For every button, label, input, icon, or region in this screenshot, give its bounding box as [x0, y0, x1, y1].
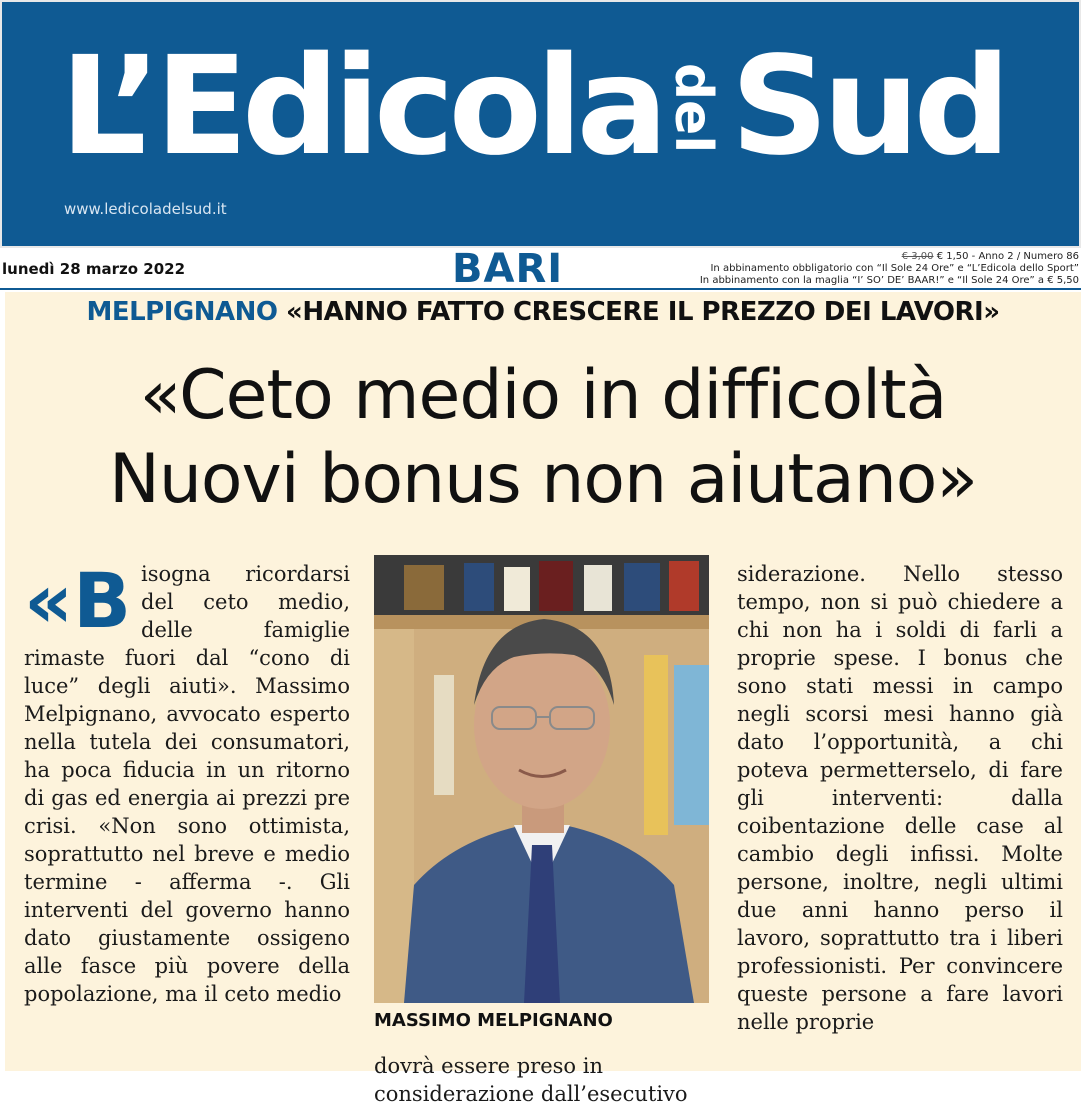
website-url[interactable]: www.ledicoladelsud.it	[64, 200, 227, 218]
body-text-1: isogna ricordarsi del ceto medio, delle famiglie rimaste fuori dal “cono di luce” degli aiuti». Massimo Melpignano, avvocato esperto nella tutela dei consumatori, ha poca fiducia in un ritorno di gas ed energia ai prezzi pre crisi. «Non sono ottimista, soprattutto nel breve e medio termine - afferma -. Gli interventi del governo hanno dato giustamente ossigeno alle fasce più povere della popolazione, ma il ceto medio	[24, 562, 350, 1006]
body-column-3	[737, 560, 1063, 1071]
body-column-2-tail: dovrà essere preso in considerazione dall’esecutivo	[374, 1054, 688, 1106]
issue-date: lunedì 28 marzo 2022	[2, 260, 186, 278]
portrait-photo	[374, 555, 709, 1003]
masthead	[0, 0, 1081, 248]
article	[5, 292, 1081, 1106]
headline-line-1: «Ceto medio in difficoltà	[139, 356, 947, 435]
photo-caption: MASSIMO MELPIGNANO	[374, 1010, 613, 1031]
drop-cap: «B	[24, 556, 132, 645]
portrait-image	[374, 555, 709, 1003]
dateline-bar	[0, 248, 1081, 290]
price-info	[700, 251, 1079, 287]
price-line	[700, 251, 1079, 263]
kicker-tag: MELPIGNANO	[86, 297, 278, 327]
article-kicker	[5, 297, 1081, 327]
kicker-quote: «HANNO FATTO CRESCERE IL PREZZO DEI LAVORI»	[277, 297, 1000, 327]
old-price: € 3,00	[901, 251, 934, 262]
headline-line-2: Nuovi bonus non aiutano»	[108, 440, 978, 519]
logo-text-del: del	[663, 62, 724, 154]
edition-city: BARI	[452, 246, 564, 292]
bundle-line-2: In abbinamento con la maglia “I’ SO’ DE’ BAAR!” e “Il Sole 24 Ore” a € 5,50	[699, 275, 1079, 286]
logo-text-left: L’Edicola	[60, 28, 663, 186]
logo-text-right: Sud	[730, 28, 1005, 186]
article-headline	[5, 354, 1081, 522]
body-text-3: siderazione. Nello stesso tempo, non si può chiedere a chi non ha i soldi di farli a proprie spese. I bonus che sono stati messi in campo negli scorsi mesi hanno già dato l’opportunità, a chi poteva permetterselo, di fare gli interventi: dalla coibentazione delle case al cambio degli infissi. Molte persone, inoltre, negli ultimi due anni hanno perso il lavoro, soprattutto tra i liberi professionisti. Per convincere queste persone a fare lavori nelle proprie	[737, 562, 1063, 1034]
body-column-1	[24, 556, 350, 1071]
bundle-line-1: In abbinamento obbligatorio con “Il Sole 24 Ore” e “L’Edicola dello Sport”	[710, 263, 1079, 274]
newspaper-logo[interactable]	[60, 28, 1005, 186]
price-and-issue: € 1,50 - Anno 2 / Numero 86	[933, 251, 1079, 262]
